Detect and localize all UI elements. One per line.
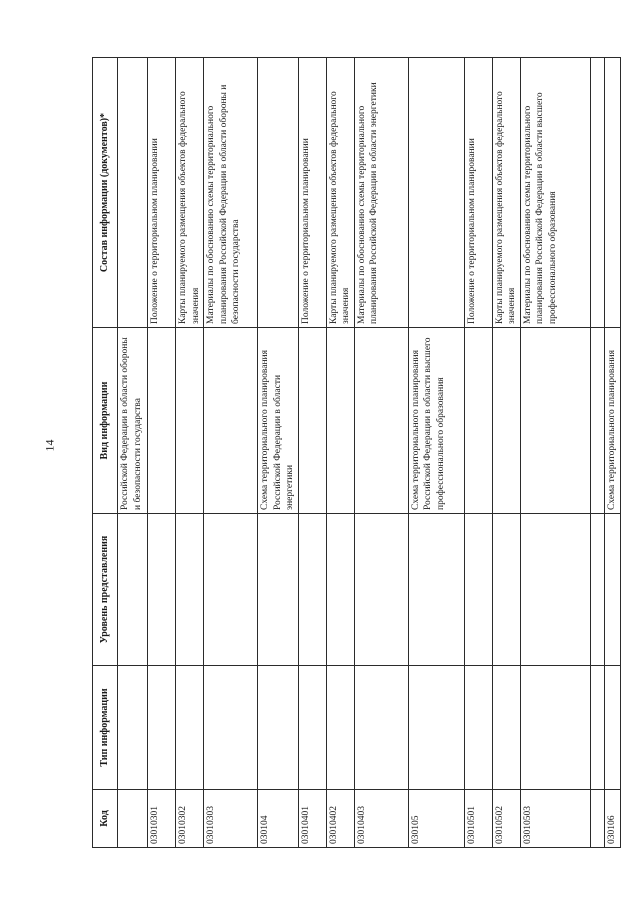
cell-code: 03010403 xyxy=(354,790,408,848)
cell-code xyxy=(118,790,148,848)
cell-kind xyxy=(176,328,204,514)
cell-code: 030105 xyxy=(408,790,464,848)
cell-kind xyxy=(464,328,492,514)
cell-composition: Материалы по обоснованию схемы территориального планирования Российской Федерации в области энергетики xyxy=(354,58,408,328)
cell-type xyxy=(492,666,520,790)
cell-kind: Схема территориального планирования Российской Федерации в области энергетики xyxy=(258,328,299,514)
cell-composition: Материалы по обоснованию схемы территориального планирования Российской Федерации в области высшего профессионального образования xyxy=(520,58,590,328)
table-row xyxy=(204,58,258,848)
cell-level xyxy=(298,514,326,666)
table-row xyxy=(408,58,464,848)
cell-level xyxy=(176,514,204,666)
header-kind: Вид информации xyxy=(93,328,118,514)
cell-kind xyxy=(590,328,604,514)
cell-type xyxy=(298,666,326,790)
cell-type xyxy=(590,666,604,790)
table-row xyxy=(520,58,590,848)
cell-composition: Карты планируемого размещения объектов федерального значения xyxy=(492,58,520,328)
cell-kind xyxy=(520,328,590,514)
cell-type xyxy=(520,666,590,790)
cell-code: 03010401 xyxy=(298,790,326,848)
cell-level xyxy=(520,514,590,666)
cell-kind: Схема территориального планирования xyxy=(604,328,620,514)
cell-level xyxy=(604,514,620,666)
cell-level xyxy=(118,514,148,666)
cell-code: 03010501 xyxy=(464,790,492,848)
cell-code: 03010301 xyxy=(148,790,176,848)
header-level: Уровень представления xyxy=(93,514,118,666)
cell-kind xyxy=(204,328,258,514)
table-row xyxy=(604,58,620,848)
cell-type xyxy=(204,666,258,790)
rotated-table-container xyxy=(92,58,617,848)
cell-type xyxy=(258,666,299,790)
cell-composition xyxy=(604,58,620,328)
table-row xyxy=(298,58,326,848)
cell-code: 03010402 xyxy=(326,790,354,848)
cell-composition xyxy=(118,58,148,328)
cell-code: 03010303 xyxy=(204,790,258,848)
table-row xyxy=(464,58,492,848)
cell-level xyxy=(590,514,604,666)
cell-type xyxy=(176,666,204,790)
cell-kind xyxy=(354,328,408,514)
table-row xyxy=(326,58,354,848)
cell-code: 03010502 xyxy=(492,790,520,848)
cell-composition: Карты планируемого размещения объектов федерального значения xyxy=(176,58,204,328)
table-row xyxy=(176,58,204,848)
cell-composition xyxy=(408,58,464,328)
cell-type xyxy=(354,666,408,790)
table-row xyxy=(492,58,520,848)
header-composition: Состав информации (документов)* xyxy=(93,58,118,328)
table-row xyxy=(118,58,148,848)
cell-code: 03010302 xyxy=(176,790,204,848)
cell-kind xyxy=(148,328,176,514)
cell-type xyxy=(148,666,176,790)
cell-composition: Карты планируемого размещения объектов федерального значения xyxy=(326,58,354,328)
cell-level xyxy=(148,514,176,666)
information-table xyxy=(92,57,621,848)
cell-composition xyxy=(590,58,604,328)
page-number: 14 xyxy=(42,439,57,452)
cell-level xyxy=(408,514,464,666)
cell-kind: Российской Федерации в области обороны и безопасности государства xyxy=(118,328,148,514)
table-row xyxy=(258,58,299,848)
cell-code xyxy=(590,790,604,848)
table-row xyxy=(354,58,408,848)
table-row xyxy=(148,58,176,848)
table-row xyxy=(590,58,604,848)
cell-composition xyxy=(258,58,299,328)
cell-level xyxy=(464,514,492,666)
cell-type xyxy=(408,666,464,790)
cell-composition: Положение о территориальном планировании xyxy=(298,58,326,328)
cell-code: 030106 xyxy=(604,790,620,848)
cell-level xyxy=(354,514,408,666)
cell-level xyxy=(492,514,520,666)
cell-type xyxy=(464,666,492,790)
cell-type xyxy=(326,666,354,790)
cell-code: 030104 xyxy=(258,790,299,848)
cell-composition: Положение о территориальном планировании xyxy=(464,58,492,328)
cell-kind xyxy=(326,328,354,514)
header-type: Тип информации xyxy=(93,666,118,790)
header-code: Код xyxy=(93,790,118,848)
cell-kind xyxy=(492,328,520,514)
cell-level xyxy=(326,514,354,666)
cell-kind: Схема территориального планирования Российской Федерации в области высшего профессионального образования xyxy=(408,328,464,514)
cell-kind xyxy=(298,328,326,514)
cell-type xyxy=(604,666,620,790)
cell-code: 03010503 xyxy=(520,790,590,848)
cell-composition: Положение о территориальном планировании xyxy=(148,58,176,328)
cell-composition: Материалы по обоснованию схемы территориального планирования Российской Федерации в области обороны и безопасности государства xyxy=(204,58,258,328)
cell-type xyxy=(118,666,148,790)
cell-level xyxy=(204,514,258,666)
cell-level xyxy=(258,514,299,666)
table-header-row xyxy=(93,58,118,848)
